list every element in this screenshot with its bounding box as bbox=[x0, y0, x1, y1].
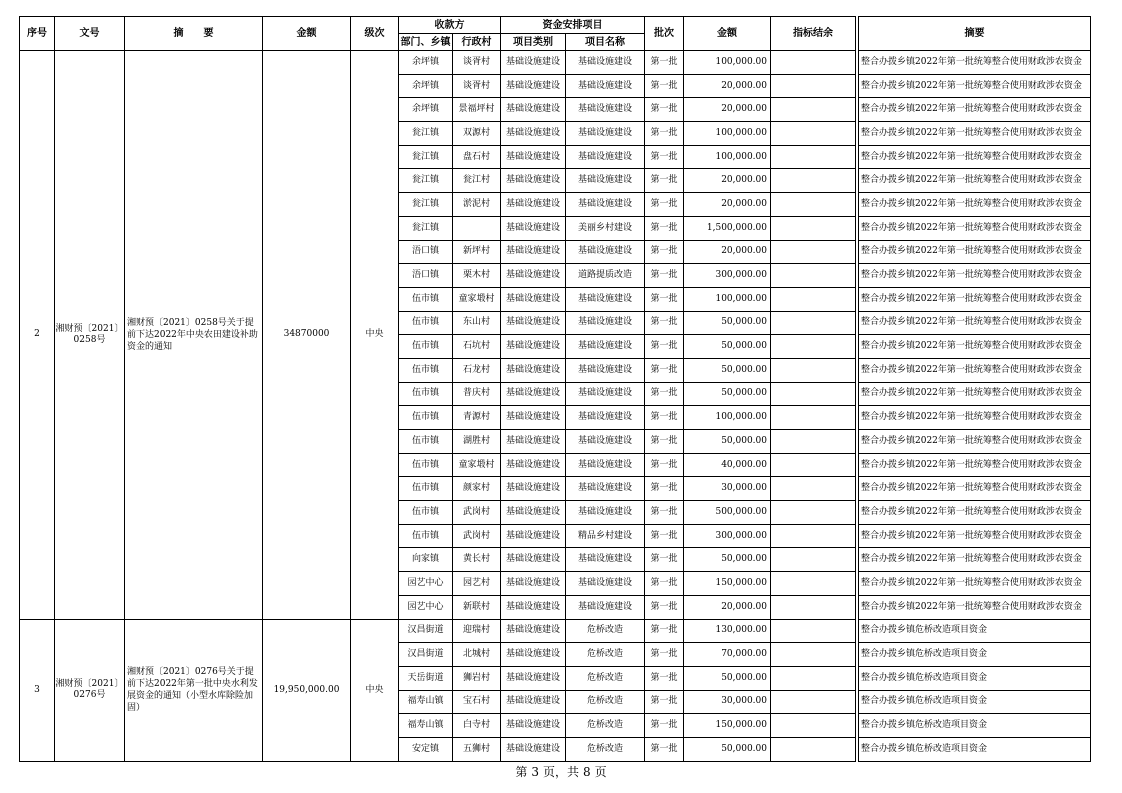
cell-project-type: 基础设施建设 bbox=[501, 169, 566, 193]
cell-village: 童家塅村 bbox=[453, 287, 501, 311]
cell-project-name: 美丽乡村建设 bbox=[566, 216, 645, 240]
cell-note: 整合办拨乡镇危桥改造项目资金 bbox=[859, 619, 1091, 643]
cell-amount: 20,000.00 bbox=[684, 193, 771, 217]
cell-town: 汉昌街道 bbox=[399, 619, 453, 643]
cell-project-type: 基础设施建设 bbox=[501, 287, 566, 311]
cell-balance bbox=[771, 287, 856, 311]
cell-project-type: 基础设施建设 bbox=[501, 216, 566, 240]
cell-batch: 第一批 bbox=[645, 619, 684, 643]
cell-project-name: 基础设施建设 bbox=[566, 145, 645, 169]
header-level: 级次 bbox=[351, 17, 399, 51]
cell-balance bbox=[771, 216, 856, 240]
header-seq: 序号 bbox=[20, 17, 55, 51]
cell-village: 宝石村 bbox=[453, 690, 501, 714]
cell-project-type: 基础设施建设 bbox=[501, 477, 566, 501]
cell-town: 安定镇 bbox=[399, 737, 453, 761]
cell-village bbox=[453, 216, 501, 240]
cell-project-type: 基础设施建设 bbox=[501, 595, 566, 619]
cell-note: 整合办拨乡镇2022年第一批统筹整合使用财政涉农资金 bbox=[859, 145, 1091, 169]
cell-batch: 第一批 bbox=[645, 145, 684, 169]
cell-amount: 300,000.00 bbox=[684, 524, 771, 548]
cell-balance bbox=[771, 430, 856, 454]
cell-town: 福寿山镇 bbox=[399, 690, 453, 714]
cell-village: 景福坪村 bbox=[453, 98, 501, 122]
cell-town: 伍市镇 bbox=[399, 287, 453, 311]
cell-town: 瓮江镇 bbox=[399, 216, 453, 240]
cell-batch: 第一批 bbox=[645, 548, 684, 572]
cell-village: 谈胥村 bbox=[453, 74, 501, 98]
cell-amount: 50,000.00 bbox=[684, 311, 771, 335]
header-amount: 金额 bbox=[263, 17, 351, 51]
funding-table bbox=[19, 16, 1091, 762]
footer-middle: 页，共 bbox=[542, 765, 579, 779]
cell-batch: 第一批 bbox=[645, 453, 684, 477]
cell-project-name: 基础设施建设 bbox=[566, 240, 645, 264]
cell-village: 童家塅村 bbox=[453, 453, 501, 477]
cell-town: 园艺中心 bbox=[399, 595, 453, 619]
cell-village: 石坑村 bbox=[453, 335, 501, 359]
header-batch: 批次 bbox=[645, 17, 684, 51]
cell-amount: 20,000.00 bbox=[684, 240, 771, 264]
header-project: 资金安排项目 bbox=[501, 17, 645, 34]
cell-project-name: 基础设施建设 bbox=[566, 122, 645, 146]
cell-village: 湖胜村 bbox=[453, 430, 501, 454]
cell-balance bbox=[771, 548, 856, 572]
row-seq: 2 bbox=[20, 51, 55, 620]
table-body bbox=[20, 51, 1091, 762]
cell-amount: 50,000.00 bbox=[684, 335, 771, 359]
cell-project-name: 基础设施建设 bbox=[566, 358, 645, 382]
cell-project-name: 基础设施建设 bbox=[566, 572, 645, 596]
cell-village: 东山村 bbox=[453, 311, 501, 335]
header-balance: 指标结余 bbox=[771, 17, 856, 51]
cell-amount: 20,000.00 bbox=[684, 98, 771, 122]
cell-amount: 50,000.00 bbox=[684, 382, 771, 406]
cell-amount: 20,000.00 bbox=[684, 74, 771, 98]
cell-batch: 第一批 bbox=[645, 524, 684, 548]
cell-balance bbox=[771, 477, 856, 501]
header-summary2: 摘要 bbox=[859, 17, 1091, 51]
cell-balance bbox=[771, 122, 856, 146]
row-amount: 34870000 bbox=[263, 51, 351, 620]
cell-village: 盘石村 bbox=[453, 145, 501, 169]
cell-balance bbox=[771, 51, 856, 75]
cell-balance bbox=[771, 240, 856, 264]
cell-balance bbox=[771, 690, 856, 714]
cell-amount: 300,000.00 bbox=[684, 264, 771, 288]
cell-village: 新坪村 bbox=[453, 240, 501, 264]
cell-project-name: 基础设施建设 bbox=[566, 406, 645, 430]
row-level: 中央 bbox=[351, 51, 399, 620]
cell-note: 整合办拨乡镇2022年第一批统筹整合使用财政涉农资金 bbox=[859, 122, 1091, 146]
cell-project-type: 基础设施建设 bbox=[501, 382, 566, 406]
cell-balance bbox=[771, 595, 856, 619]
cell-balance bbox=[771, 406, 856, 430]
cell-town: 余坪镇 bbox=[399, 98, 453, 122]
cell-project-name: 基础设施建设 bbox=[566, 311, 645, 335]
cell-town: 伍市镇 bbox=[399, 358, 453, 382]
cell-project-type: 基础设施建设 bbox=[501, 406, 566, 430]
row-seq: 3 bbox=[20, 619, 55, 761]
cell-village: 淤泥村 bbox=[453, 193, 501, 217]
cell-note: 整合办拨乡镇危桥改造项目资金 bbox=[859, 666, 1091, 690]
cell-village: 狮岩村 bbox=[453, 666, 501, 690]
cell-town: 天岳街道 bbox=[399, 666, 453, 690]
cell-amount: 30,000.00 bbox=[684, 690, 771, 714]
cell-village: 普庆村 bbox=[453, 382, 501, 406]
cell-town: 余坪镇 bbox=[399, 74, 453, 98]
cell-amount: 100,000.00 bbox=[684, 406, 771, 430]
cell-note: 整合办拨乡镇2022年第一批统筹整合使用财政涉农资金 bbox=[859, 430, 1091, 454]
cell-project-name: 基础设施建设 bbox=[566, 430, 645, 454]
cell-village: 栗木村 bbox=[453, 264, 501, 288]
cell-balance bbox=[771, 382, 856, 406]
cell-batch: 第一批 bbox=[645, 216, 684, 240]
cell-project-type: 基础设施建设 bbox=[501, 311, 566, 335]
cell-note: 整合办拨乡镇2022年第一批统筹整合使用财政涉农资金 bbox=[859, 572, 1091, 596]
cell-project-name: 危桥改造 bbox=[566, 737, 645, 761]
cell-balance bbox=[771, 714, 856, 738]
cell-project-type: 基础设施建设 bbox=[501, 51, 566, 75]
cell-town: 伍市镇 bbox=[399, 382, 453, 406]
cell-town: 伍市镇 bbox=[399, 501, 453, 525]
cell-project-name: 基础设施建设 bbox=[566, 501, 645, 525]
cell-balance bbox=[771, 619, 856, 643]
cell-balance bbox=[771, 643, 856, 667]
cell-project-type: 基础设施建设 bbox=[501, 524, 566, 548]
header-recipient-town: 部门、乡镇 bbox=[399, 34, 453, 51]
cell-project-type: 基础设施建设 bbox=[501, 548, 566, 572]
cell-batch: 第一批 bbox=[645, 98, 684, 122]
cell-balance bbox=[771, 453, 856, 477]
cell-batch: 第一批 bbox=[645, 714, 684, 738]
footer-prefix: 第 bbox=[515, 765, 528, 779]
cell-village: 颜家村 bbox=[453, 477, 501, 501]
cell-town: 浯口镇 bbox=[399, 240, 453, 264]
cell-project-type: 基础设施建设 bbox=[501, 572, 566, 596]
cell-village: 黄长村 bbox=[453, 548, 501, 572]
cell-note: 整合办拨乡镇2022年第一批统筹整合使用财政涉农资金 bbox=[859, 501, 1091, 525]
cell-note: 整合办拨乡镇危桥改造项目资金 bbox=[859, 714, 1091, 738]
cell-note: 整合办拨乡镇2022年第一批统筹整合使用财政涉农资金 bbox=[859, 193, 1091, 217]
cell-batch: 第一批 bbox=[645, 572, 684, 596]
cell-note: 整合办拨乡镇危桥改造项目资金 bbox=[859, 643, 1091, 667]
cell-town: 汉昌街道 bbox=[399, 643, 453, 667]
cell-batch: 第一批 bbox=[645, 737, 684, 761]
cell-balance bbox=[771, 666, 856, 690]
cell-batch: 第一批 bbox=[645, 74, 684, 98]
cell-village: 谈胥村 bbox=[453, 51, 501, 75]
cell-town: 向家镇 bbox=[399, 548, 453, 572]
cell-town: 浯口镇 bbox=[399, 264, 453, 288]
cell-town: 伍市镇 bbox=[399, 453, 453, 477]
cell-balance bbox=[771, 524, 856, 548]
cell-project-type: 基础设施建设 bbox=[501, 430, 566, 454]
cell-note: 整合办拨乡镇2022年第一批统筹整合使用财政涉农资金 bbox=[859, 548, 1091, 572]
cell-balance bbox=[771, 74, 856, 98]
cell-amount: 30,000.00 bbox=[684, 477, 771, 501]
row-amount: 19,950,000.00 bbox=[263, 619, 351, 761]
cell-project-name: 基础设施建设 bbox=[566, 169, 645, 193]
cell-village: 武岗村 bbox=[453, 501, 501, 525]
cell-project-type: 基础设施建设 bbox=[501, 619, 566, 643]
cell-project-name: 精品乡村建设 bbox=[566, 524, 645, 548]
footer-total-pages: 8 bbox=[583, 765, 591, 779]
cell-amount: 70,000.00 bbox=[684, 643, 771, 667]
cell-town: 伍市镇 bbox=[399, 477, 453, 501]
cell-town: 园艺中心 bbox=[399, 572, 453, 596]
cell-village: 青源村 bbox=[453, 406, 501, 430]
cell-balance bbox=[771, 358, 856, 382]
header-doc-no: 文号 bbox=[55, 17, 125, 51]
cell-batch: 第一批 bbox=[645, 287, 684, 311]
cell-note: 整合办拨乡镇危桥改造项目资金 bbox=[859, 690, 1091, 714]
cell-balance bbox=[771, 145, 856, 169]
cell-amount: 150,000.00 bbox=[684, 714, 771, 738]
cell-project-type: 基础设施建设 bbox=[501, 122, 566, 146]
cell-note: 整合办拨乡镇2022年第一批统筹整合使用财政涉农资金 bbox=[859, 240, 1091, 264]
cell-note: 整合办拨乡镇2022年第一批统筹整合使用财政涉农资金 bbox=[859, 524, 1091, 548]
cell-amount: 500,000.00 bbox=[684, 501, 771, 525]
cell-amount: 50,000.00 bbox=[684, 548, 771, 572]
cell-amount: 50,000.00 bbox=[684, 666, 771, 690]
cell-village: 新联村 bbox=[453, 595, 501, 619]
cell-balance bbox=[771, 264, 856, 288]
cell-village: 白寺村 bbox=[453, 714, 501, 738]
cell-project-type: 基础设施建设 bbox=[501, 145, 566, 169]
cell-batch: 第一批 bbox=[645, 430, 684, 454]
header-project-type: 项目类别 bbox=[501, 34, 566, 51]
cell-note: 整合办拨乡镇2022年第一批统筹整合使用财政涉农资金 bbox=[859, 98, 1091, 122]
cell-village: 武岗村 bbox=[453, 524, 501, 548]
cell-project-name: 基础设施建设 bbox=[566, 287, 645, 311]
cell-town: 瓮江镇 bbox=[399, 122, 453, 146]
cell-town: 瓮江镇 bbox=[399, 193, 453, 217]
cell-project-name: 基础设施建设 bbox=[566, 193, 645, 217]
cell-amount: 100,000.00 bbox=[684, 122, 771, 146]
cell-amount: 50,000.00 bbox=[684, 430, 771, 454]
cell-batch: 第一批 bbox=[645, 335, 684, 359]
cell-project-name: 基础设施建设 bbox=[566, 382, 645, 406]
cell-project-name: 道路提质改造 bbox=[566, 264, 645, 288]
cell-town: 伍市镇 bbox=[399, 311, 453, 335]
cell-village: 瓮江村 bbox=[453, 169, 501, 193]
cell-amount: 50,000.00 bbox=[684, 358, 771, 382]
header-project-name: 项目名称 bbox=[566, 34, 645, 51]
cell-batch: 第一批 bbox=[645, 595, 684, 619]
cell-note: 整合办拨乡镇2022年第一批统筹整合使用财政涉农资金 bbox=[859, 358, 1091, 382]
cell-balance bbox=[771, 193, 856, 217]
cell-amount: 20,000.00 bbox=[684, 169, 771, 193]
cell-project-name: 基础设施建设 bbox=[566, 51, 645, 75]
cell-batch: 第一批 bbox=[645, 264, 684, 288]
cell-town: 瓮江镇 bbox=[399, 145, 453, 169]
cell-town: 余坪镇 bbox=[399, 51, 453, 75]
cell-batch: 第一批 bbox=[645, 122, 684, 146]
cell-project-type: 基础设施建设 bbox=[501, 643, 566, 667]
footer-page-number: 3 bbox=[531, 765, 539, 779]
cell-balance bbox=[771, 737, 856, 761]
header-recipient-village: 行政村 bbox=[453, 34, 501, 51]
cell-project-name: 危桥改造 bbox=[566, 690, 645, 714]
cell-project-type: 基础设施建设 bbox=[501, 714, 566, 738]
cell-batch: 第一批 bbox=[645, 477, 684, 501]
cell-note: 整合办拨乡镇2022年第一批统筹整合使用财政涉农资金 bbox=[859, 382, 1091, 406]
cell-project-type: 基础设施建设 bbox=[501, 666, 566, 690]
cell-note: 整合办拨乡镇2022年第一批统筹整合使用财政涉农资金 bbox=[859, 51, 1091, 75]
cell-amount: 100,000.00 bbox=[684, 51, 771, 75]
header-recipient: 收款方 bbox=[399, 17, 501, 34]
cell-batch: 第一批 bbox=[645, 311, 684, 335]
cell-project-type: 基础设施建设 bbox=[501, 501, 566, 525]
cell-amount: 40,000.00 bbox=[684, 453, 771, 477]
page-footer bbox=[0, 763, 1122, 780]
cell-note: 整合办拨乡镇2022年第一批统筹整合使用财政涉农资金 bbox=[859, 216, 1091, 240]
cell-town: 伍市镇 bbox=[399, 524, 453, 548]
cell-batch: 第一批 bbox=[645, 358, 684, 382]
cell-project-type: 基础设施建设 bbox=[501, 453, 566, 477]
cell-project-name: 基础设施建设 bbox=[566, 335, 645, 359]
cell-note: 整合办拨乡镇2022年第一批统筹整合使用财政涉农资金 bbox=[859, 335, 1091, 359]
cell-note: 整合办拨乡镇2022年第一批统筹整合使用财政涉农资金 bbox=[859, 264, 1091, 288]
cell-project-type: 基础设施建设 bbox=[501, 264, 566, 288]
cell-balance bbox=[771, 311, 856, 335]
row-doc-no: 湘财预〔2021〕0258号 bbox=[55, 51, 125, 620]
cell-batch: 第一批 bbox=[645, 169, 684, 193]
cell-note: 整合办拨乡镇2022年第一批统筹整合使用财政涉农资金 bbox=[859, 406, 1091, 430]
cell-balance bbox=[771, 572, 856, 596]
cell-project-type: 基础设施建设 bbox=[501, 358, 566, 382]
row-summary: 湘财预〔2021〕0258号关于提前下达2022年中央农田建设补助资金的通知 bbox=[125, 51, 263, 620]
cell-note: 整合办拨乡镇2022年第一批统筹整合使用财政涉农资金 bbox=[859, 311, 1091, 335]
cell-batch: 第一批 bbox=[645, 406, 684, 430]
cell-project-name: 基础设施建设 bbox=[566, 477, 645, 501]
row-summary: 湘财预〔2021〕0276号关于提前下达2022年第一批中央水利发展资金的通知（小型水库除险加固） bbox=[125, 619, 263, 761]
table-row bbox=[20, 51, 1091, 75]
cell-town: 伍市镇 bbox=[399, 430, 453, 454]
cell-village: 迎瑞村 bbox=[453, 619, 501, 643]
cell-amount: 1,500,000.00 bbox=[684, 216, 771, 240]
cell-project-name: 基础设施建设 bbox=[566, 98, 645, 122]
cell-amount: 100,000.00 bbox=[684, 145, 771, 169]
header-summary: 摘 要 bbox=[125, 17, 263, 51]
cell-batch: 第一批 bbox=[645, 51, 684, 75]
cell-project-type: 基础设施建设 bbox=[501, 335, 566, 359]
cell-note: 整合办拨乡镇2022年第一批统筹整合使用财政涉农资金 bbox=[859, 453, 1091, 477]
cell-town: 福寿山镇 bbox=[399, 714, 453, 738]
cell-balance bbox=[771, 169, 856, 193]
cell-project-type: 基础设施建设 bbox=[501, 240, 566, 264]
cell-batch: 第一批 bbox=[645, 382, 684, 406]
cell-note: 整合办拨乡镇2022年第一批统筹整合使用财政涉农资金 bbox=[859, 169, 1091, 193]
cell-batch: 第一批 bbox=[645, 666, 684, 690]
cell-note: 整合办拨乡镇2022年第一批统筹整合使用财政涉农资金 bbox=[859, 287, 1091, 311]
cell-project-type: 基础设施建设 bbox=[501, 193, 566, 217]
cell-balance bbox=[771, 98, 856, 122]
cell-project-name: 危桥改造 bbox=[566, 666, 645, 690]
cell-project-type: 基础设施建设 bbox=[501, 737, 566, 761]
cell-project-name: 基础设施建设 bbox=[566, 74, 645, 98]
cell-balance bbox=[771, 335, 856, 359]
cell-balance bbox=[771, 501, 856, 525]
cell-amount: 150,000.00 bbox=[684, 572, 771, 596]
cell-project-name: 基础设施建设 bbox=[566, 548, 645, 572]
cell-village: 园艺村 bbox=[453, 572, 501, 596]
cell-project-name: 危桥改造 bbox=[566, 714, 645, 738]
cell-project-name: 基础设施建设 bbox=[566, 453, 645, 477]
cell-note: 整合办拨乡镇2022年第一批统筹整合使用财政涉农资金 bbox=[859, 74, 1091, 98]
header-amount2: 金额 bbox=[684, 17, 771, 51]
footer-suffix: 页 bbox=[594, 765, 607, 779]
cell-project-name: 危桥改造 bbox=[566, 619, 645, 643]
cell-batch: 第一批 bbox=[645, 690, 684, 714]
row-doc-no: 湘财预〔2021〕0276号 bbox=[55, 619, 125, 761]
cell-amount: 130,000.00 bbox=[684, 619, 771, 643]
cell-project-type: 基础设施建设 bbox=[501, 74, 566, 98]
cell-batch: 第一批 bbox=[645, 240, 684, 264]
cell-batch: 第一批 bbox=[645, 193, 684, 217]
cell-batch: 第一批 bbox=[645, 643, 684, 667]
cell-batch: 第一批 bbox=[645, 501, 684, 525]
cell-project-type: 基础设施建设 bbox=[501, 690, 566, 714]
cell-town: 伍市镇 bbox=[399, 406, 453, 430]
cell-amount: 100,000.00 bbox=[684, 287, 771, 311]
cell-project-name: 危桥改造 bbox=[566, 643, 645, 667]
cell-note: 整合办拨乡镇2022年第一批统筹整合使用财政涉农资金 bbox=[859, 595, 1091, 619]
cell-village: 北城村 bbox=[453, 643, 501, 667]
row-level: 中央 bbox=[351, 619, 399, 761]
cell-project-type: 基础设施建设 bbox=[501, 98, 566, 122]
cell-amount: 50,000.00 bbox=[684, 737, 771, 761]
cell-amount: 20,000.00 bbox=[684, 595, 771, 619]
cell-village: 双源村 bbox=[453, 122, 501, 146]
cell-note: 整合办拨乡镇2022年第一批统筹整合使用财政涉农资金 bbox=[859, 477, 1091, 501]
cell-village: 石龙村 bbox=[453, 358, 501, 382]
cell-town: 瓮江镇 bbox=[399, 169, 453, 193]
cell-town: 伍市镇 bbox=[399, 335, 453, 359]
cell-village: 五狮村 bbox=[453, 737, 501, 761]
table-row bbox=[20, 619, 1091, 643]
cell-note: 整合办拨乡镇危桥改造项目资金 bbox=[859, 737, 1091, 761]
cell-project-name: 基础设施建设 bbox=[566, 595, 645, 619]
